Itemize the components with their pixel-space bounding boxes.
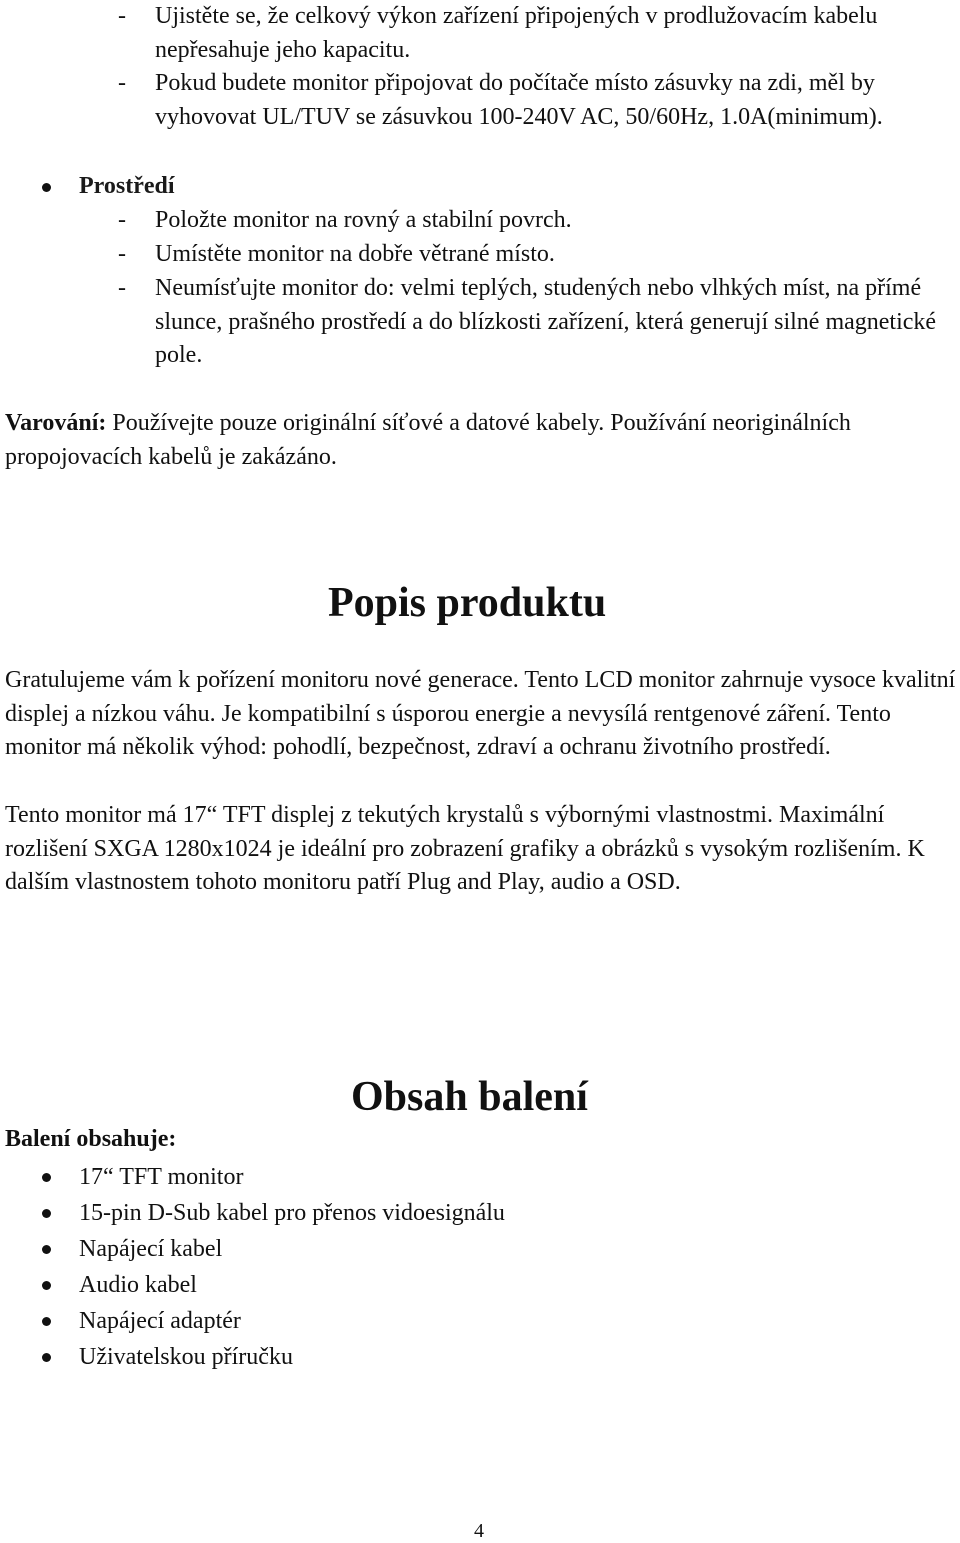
dash-marker: - (118, 3, 126, 29)
list-item-text: Audio kabel (79, 1272, 197, 1298)
environment-heading-text: Prostředí (79, 173, 175, 199)
list-item (118, 0, 958, 67)
list-item (118, 67, 958, 134)
list-item-text: Ujistěte se, že celkový výkon zařízení připojených v prodlužovacím kabelu nepřesahuje jeho kapacitu. (155, 3, 878, 63)
dash-marker: - (118, 275, 126, 301)
bullet-icon (42, 1353, 51, 1362)
warning-label: Varování: (5, 410, 107, 436)
package-contents-title: Obsah balení (351, 1074, 588, 1120)
warning-text: Používejte pouze originální síťové a datové kabely. Používání neoriginálních propojovacích kabelů je zakázáno. (5, 410, 851, 470)
list-item-text: Pokud budete monitor připojovat do počítače místo zásuvky na zdi, měl by vyhovovat UL/TUV se zásuvkou 100-240V AC, 50/60Hz, 1.0A(minimum). (155, 70, 883, 130)
list-item-text: Napájecí kabel (79, 1236, 223, 1262)
list-item-text: Umístěte monitor na dobře větrané místo. (155, 241, 555, 267)
dash-marker: - (118, 241, 126, 267)
bullet-icon (42, 1245, 51, 1254)
product-paragraph-2: Tento monitor má 17“ TFT displej z tekutých krystalů s výbornými vlastnostmi. Maximální rozlišení SXGA 1280x1024 je ideální pro zobrazení grafiky a obrázků s vysokým rozlišením. K dalším vlastnostem tohoto monitoru patří Plug and Play, audio a OSD. (5, 802, 925, 895)
bullet-icon (42, 1209, 51, 1218)
list-item (118, 238, 958, 272)
product-description-title: Popis produktu (328, 580, 607, 626)
bullet-icon (42, 1317, 51, 1326)
product-paragraph-1: Gratulujeme vám k pořízení monitoru nové generace. Tento LCD monitor zahrnuje vysoce kvalitní displej a nízkou váhu. Je kompatibilní s úsporou energie a nevysílá rentgenové záření. Tento monitor má několik výhod: pohodlí, bezpečnost, zdraví a ochranu životního prostředí. (5, 667, 956, 760)
page-number: 4 (474, 1520, 484, 1542)
package-contents-heading: Balení obsahuje: (5, 1126, 177, 1152)
dash-marker: - (118, 70, 126, 96)
list-item-text: 17“ TFT monitor (79, 1164, 244, 1190)
list-item (118, 272, 958, 373)
bullet-icon (42, 183, 51, 192)
list-item (118, 204, 958, 238)
list-item-text: Položte monitor na rovný a stabilní povrch. (155, 207, 572, 233)
list-item-text: Napájecí adaptér (79, 1308, 241, 1334)
list-item-text: 15-pin D-Sub kabel pro přenos vidoesignálu (79, 1200, 505, 1226)
bullet-icon (42, 1281, 51, 1290)
warning-paragraph (5, 407, 905, 474)
bullet-icon (42, 1173, 51, 1182)
list-item-text: Neumísťujte monitor do: velmi teplých, studených nebo vlhkých míst, na přímé slunce, prašného prostředí a do blízkosti zařízení, která generují silné magnetické pole. (155, 275, 937, 368)
dash-marker: - (118, 207, 126, 233)
list-item-text: Uživatelskou příručku (79, 1344, 293, 1370)
